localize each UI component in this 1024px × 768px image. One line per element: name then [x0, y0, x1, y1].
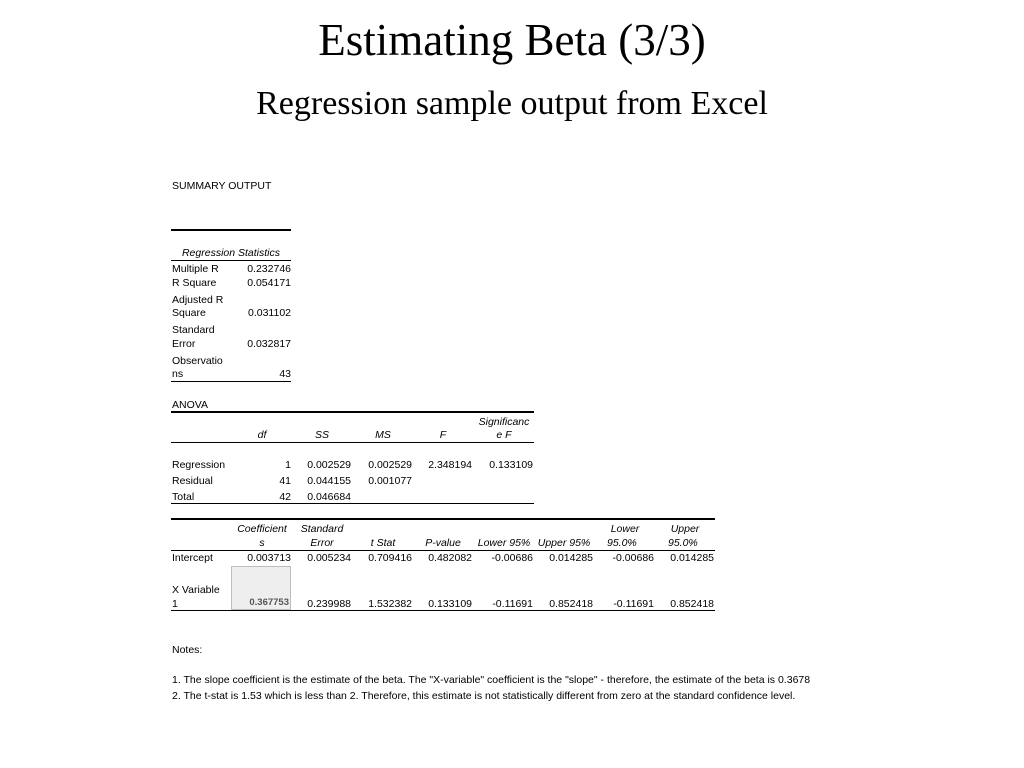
coef-cell: 0.014285	[670, 552, 714, 564]
stat-label: ns	[172, 368, 184, 380]
anova-row-label: Residual	[172, 475, 213, 487]
stat-label: Error	[172, 338, 196, 350]
summary-output-label: SUMMARY OUTPUT	[172, 180, 272, 192]
coef-header-t-stat: t Stat	[370, 537, 396, 549]
stat-label: Square	[172, 307, 206, 319]
anova-cell: 0.002529	[307, 459, 351, 471]
stat-value: 0.232746	[247, 263, 291, 275]
coef-cell: 0.239988	[307, 598, 351, 610]
divider	[171, 518, 715, 520]
coef-header-standard-error: Standard	[300, 523, 344, 535]
coef-cell: 1.532382	[368, 598, 412, 610]
coef-cell: 0.005234	[307, 552, 351, 564]
coef-cell: 0.852418	[549, 598, 593, 610]
anova-header-f: F	[439, 429, 447, 441]
divider	[171, 442, 534, 443]
anova-label: ANOVA	[172, 399, 208, 411]
coef-cell: -0.11691	[492, 598, 533, 610]
coef-cell: 0.482082	[428, 552, 472, 564]
stat-label: Standard	[172, 324, 215, 336]
divider	[171, 411, 534, 413]
stat-label: R Square	[172, 277, 217, 289]
coef-header-lower-95: Lower 95%	[477, 537, 531, 549]
regression-statistics-header: Regression Statistics	[181, 247, 281, 259]
anova-header-ms: MS	[375, 429, 391, 441]
coef-header-coefficients: s	[259, 537, 265, 549]
coef-header-coefficients: Coefficient	[237, 523, 287, 535]
coef-row-label: Intercept	[172, 552, 213, 564]
coef-header-upper-95: Upper 95%	[537, 537, 591, 549]
anova-cell: 0.046684	[307, 491, 351, 503]
anova-row-label: Total	[172, 491, 195, 503]
coef-cell: 0.852418	[670, 598, 714, 610]
stat-value: 0.031102	[247, 307, 291, 319]
stat-value: 43	[279, 368, 291, 380]
coef-cell: 0.709416	[368, 552, 412, 564]
anova-header-ss: SS	[314, 429, 329, 441]
anova-cell: 0.002529	[368, 459, 412, 471]
divider	[171, 381, 291, 382]
stat-value: 0.054171	[247, 277, 291, 289]
anova-header-sig-f: e F	[496, 429, 512, 441]
coef-cell: 0.014285	[549, 552, 593, 564]
anova-header-sig-f: Significanc	[478, 416, 530, 428]
anova-header-df: df	[257, 429, 267, 441]
anova-cell: 2.348194	[428, 459, 472, 471]
stat-value: 0.032817	[247, 338, 291, 350]
coef-row-label: 1	[172, 598, 178, 610]
divider	[171, 260, 291, 261]
coef-header-upper-95-0: 95.0%	[668, 537, 698, 549]
stat-label: Observatio	[172, 355, 223, 367]
stat-label: Adjusted R	[172, 294, 224, 306]
note-line-1: 1. The slope coefficient is the estimate of the beta. The "X-variable" coefficient is the "slope" - therefore, the estimate of the beta is 0.3678	[172, 674, 811, 686]
note-line-2: 2. The t-stat is 1.53 which is less than 2. Therefore, this estimate is not statistically different from zero at the standard confidence level.	[172, 690, 796, 702]
coef-cell: 0.003713	[247, 552, 291, 564]
anova-row-label: Regression	[172, 459, 226, 471]
coef-header-p-value: P-value	[425, 537, 461, 549]
anova-cell: 0.044155	[307, 475, 351, 487]
beta-coefficient-value: 0.367753	[249, 597, 289, 608]
coef-header-lower-95-0: Lower	[610, 523, 640, 535]
coef-row-label: X Variable	[172, 584, 220, 596]
coef-cell: -0.11691	[613, 598, 654, 610]
slide-title: Estimating Beta (3/3)	[318, 15, 706, 65]
anova-cell: 0.133109	[489, 459, 533, 471]
anova-cell: 1	[285, 459, 291, 471]
divider	[171, 610, 715, 611]
coef-cell: -0.00686	[491, 552, 533, 564]
divider	[171, 503, 534, 504]
anova-cell: 0.001077	[368, 475, 412, 487]
divider	[171, 229, 291, 231]
anova-cell: 41	[279, 475, 291, 487]
coef-header-lower-95-0: 95.0%	[607, 537, 637, 549]
slide-subtitle: Regression sample output from Excel	[256, 85, 768, 122]
coef-cell: 0.133109	[428, 598, 472, 610]
divider	[171, 550, 715, 551]
stat-label: Multiple R	[172, 263, 219, 275]
coef-header-upper-95-0: Upper	[670, 523, 700, 535]
anova-cell: 42	[279, 491, 291, 503]
notes-heading: Notes:	[172, 644, 203, 656]
coef-cell: -0.00686	[612, 552, 654, 564]
coef-header-standard-error: Error	[310, 537, 334, 549]
